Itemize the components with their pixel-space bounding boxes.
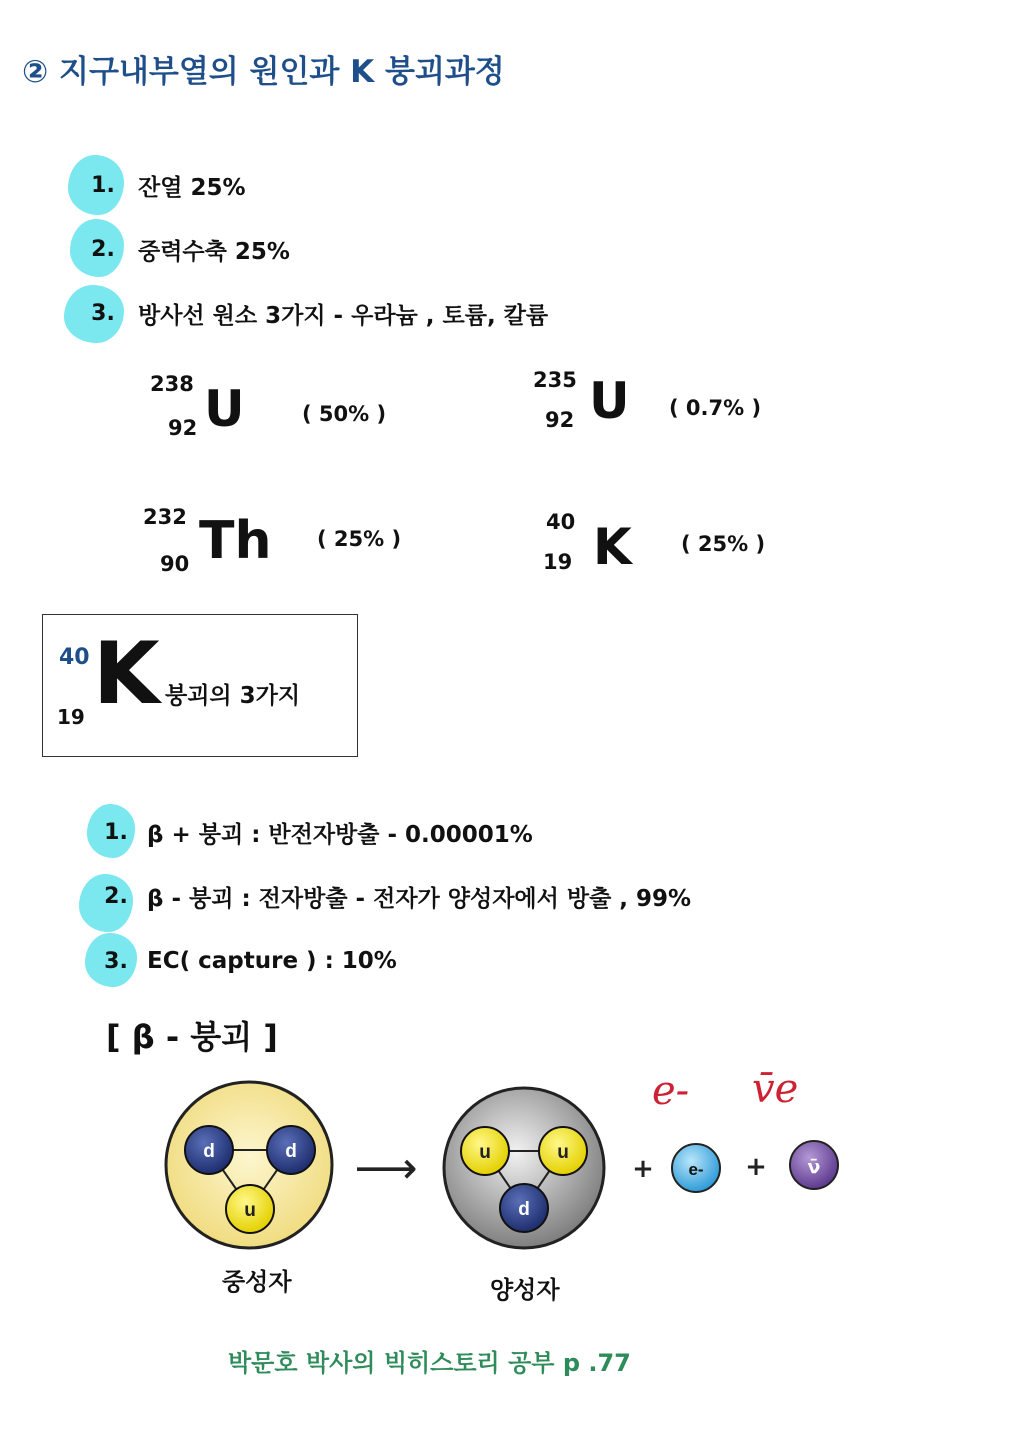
electron-particle: [672, 1144, 720, 1192]
proton-label: 양성자: [490, 1276, 560, 1304]
decay-text: β + 붕괴 : 반전자방출 - 0.00001%: [147, 821, 533, 848]
beta-decay-diagram: [90, 1075, 860, 1310]
quark-label: d: [518, 1199, 530, 1220]
neutron-label: 중성자: [222, 1268, 292, 1296]
cause-number: 2.: [91, 236, 115, 262]
proton-particle: [444, 1088, 604, 1248]
section-heading: [ β - 붕괴 ]: [106, 1018, 278, 1056]
decay-item-1: [85, 804, 533, 860]
cause-item-2: [68, 221, 290, 277]
quark-label: u: [244, 1200, 256, 1221]
quark-label: u: [557, 1142, 569, 1163]
plus-sign: +: [632, 1154, 654, 1184]
source-footer: 박문호 박사의 빅히스토리 공부 p .77: [228, 1349, 631, 1377]
decay-text: EC( capture ) : 10%: [147, 948, 397, 974]
cause-text: 잔열 25%: [138, 174, 246, 201]
isotope-atomic: 92: [545, 408, 575, 432]
cause-item-1: [68, 157, 246, 213]
isotope-percent: ( 25% ): [317, 527, 402, 551]
quark-label: d: [285, 1141, 297, 1162]
isotope-percent: ( 50% ): [302, 402, 387, 426]
cause-number: 1.: [91, 172, 115, 198]
quark-label: d: [203, 1141, 215, 1162]
decay-diagram-svg: [90, 1075, 860, 1310]
cause-text: 중력수축 25%: [138, 238, 290, 265]
page-title: ② 지구내부열의 원인과 K 붕괴과정: [22, 54, 505, 90]
isotope-symbol: K: [593, 518, 632, 576]
isotope-symbol: U: [589, 372, 630, 430]
antineutrino-label: ν̄: [807, 1156, 821, 1178]
isotope-atomic: 90: [160, 552, 190, 576]
quark-label: u: [479, 1142, 491, 1163]
antineutrino-particle: [790, 1141, 838, 1189]
isotope-percent: ( 0.7% ): [669, 396, 762, 420]
isotope-symbol: Th: [199, 511, 272, 571]
isotope-mass: 232: [143, 505, 187, 529]
handwritten-antineutrino: v̄e: [752, 1066, 799, 1112]
cause-number: 3.: [91, 300, 115, 326]
isotope-mass: 238: [150, 372, 194, 396]
decay-text: β - 붕괴 : 전자방출 - 전자가 양성자에서 방출 , 99%: [147, 885, 692, 912]
decay-item-3: [85, 933, 397, 989]
plus-sign: +: [745, 1152, 767, 1182]
neutron-particle: [166, 1082, 332, 1248]
isotope-symbol: U: [204, 380, 245, 438]
k-decay-box: [42, 614, 358, 757]
k-box-text: 붕괴의 3가지: [165, 683, 301, 709]
cause-text: 방사선 원소 3가지 - 우라늄 , 토륨, 칼륨: [138, 302, 549, 329]
isotope-atomic: 19: [543, 550, 573, 574]
arrow-icon: ⟶: [354, 1143, 418, 1194]
handwritten-electron: e-: [652, 1068, 690, 1114]
decay-item-2: [85, 868, 691, 924]
decay-number: 3.: [104, 948, 128, 974]
isotope-percent: ( 25% ): [681, 532, 766, 556]
k-symbol: K: [93, 624, 160, 724]
cause-item-3: [68, 285, 548, 341]
isotope-atomic: 92: [168, 416, 198, 440]
isotope-mass: 40: [546, 510, 576, 534]
electron-label: e-: [688, 1160, 704, 1179]
isotope-mass: 235: [533, 368, 577, 392]
decay-number: 2.: [104, 883, 128, 909]
k-atomic: 19: [57, 705, 85, 729]
k-mass: 40: [59, 645, 90, 670]
decay-number: 1.: [104, 819, 128, 845]
